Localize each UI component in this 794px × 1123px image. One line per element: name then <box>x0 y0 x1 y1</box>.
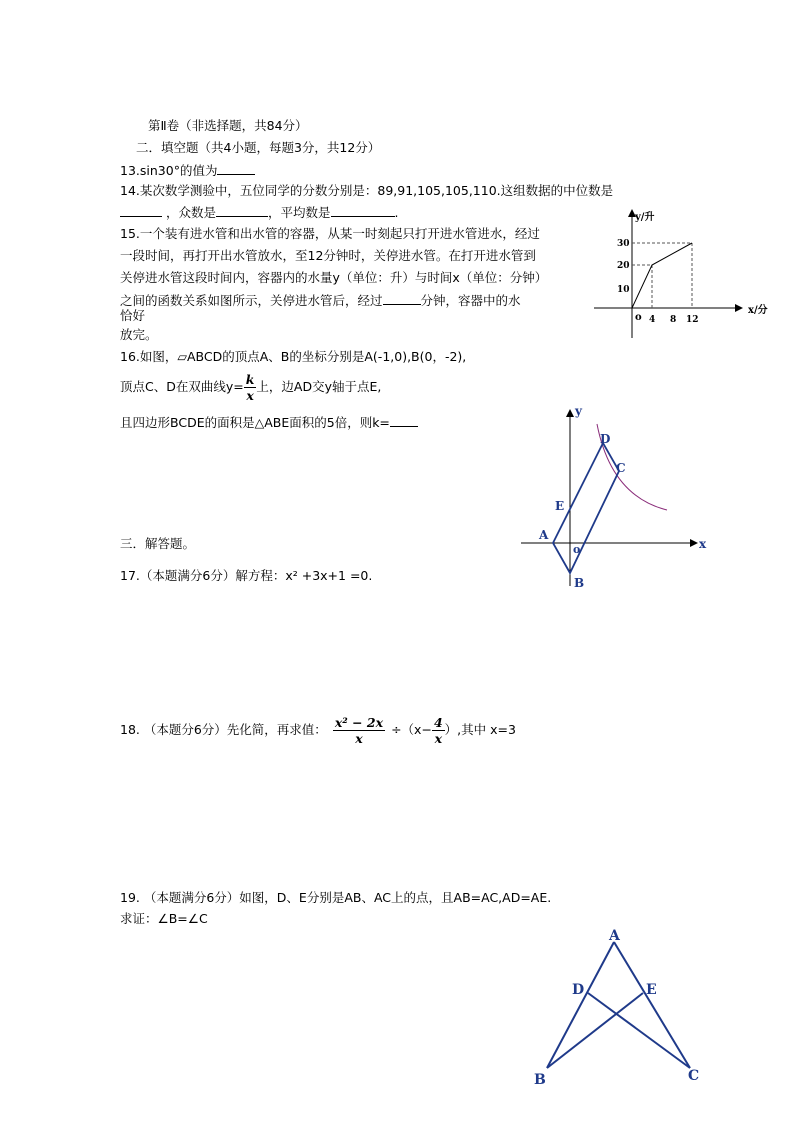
side-ac <box>614 942 690 1068</box>
water-volume-graph <box>590 206 780 342</box>
question-15-line-2: 一段时间，再打开出水管放水，至12分钟时，关停进水管。在打开进水管到 <box>120 248 536 263</box>
label-d: D <box>600 432 611 446</box>
x-axis-label: x <box>699 537 707 551</box>
answer-blank-16[interactable] <box>390 414 418 427</box>
fraction-1 <box>333 715 385 746</box>
label-b: B <box>574 576 585 590</box>
question-16-line-3 <box>120 414 418 431</box>
y-tick-30: 30 <box>617 239 630 249</box>
question-19-line-1: 19. （本题满分6分）如图，D、E分别是AB、AC上的点，且AB=AC,AD=AE. <box>120 890 552 905</box>
question-18-suffix: ）,其中 x=3 <box>444 722 516 737</box>
x-tick-8: 8 <box>670 315 677 325</box>
fraction-2 <box>432 715 445 746</box>
question-16-text-c: 且四边形BCDE的面积是△ABE面积的5倍，则k= <box>120 415 390 430</box>
answer-blank-14-mode[interactable] <box>216 204 268 217</box>
question-17: 17.（本题满分6分）解方程：x² +3x+1 =0. <box>120 568 373 583</box>
question-19-line-2: 求证：∠B=∠C <box>120 911 208 926</box>
question-16-text-b: 上，边AD交y轴于点E, <box>256 379 382 394</box>
triangle-figure <box>525 922 715 1092</box>
question-14-line-2 <box>120 204 399 221</box>
label-a: A <box>609 928 620 944</box>
section-3-title: 三．解答题。 <box>120 536 196 551</box>
y-axis-label: y <box>575 404 582 418</box>
x-tick-4: 4 <box>649 315 656 325</box>
question-15-line-6: 放完。 <box>120 327 158 342</box>
question-15-line-5: 恰好 <box>120 308 146 323</box>
origin-label: o <box>635 312 642 323</box>
question-15-line-1: 15.一个装有进水管和出水管的容器，从某一时刻起只打开进水管进水，经过 <box>120 226 540 241</box>
x-axis-label: x/分 <box>748 305 768 316</box>
question-18-mid: ÷（x− <box>391 722 432 737</box>
label-c: C <box>616 461 626 475</box>
fill-blank-heading: 二．填空题（共4小题，每题3分，共12分） <box>136 140 381 155</box>
question-13-text: 13.sin30°的值为 <box>120 163 218 178</box>
section-2-title: 第Ⅱ卷（非选择题，共84分） <box>148 118 308 133</box>
question-14-mode-text: ，众数是 <box>165 205 216 220</box>
parallelogram-figure <box>515 400 715 594</box>
question-14-mean-text: ，平均数是 <box>268 205 331 220</box>
answer-blank-14-median[interactable] <box>120 204 162 217</box>
question-14-line-1: 14.某次数学测验中，五位同学的分数分别是：89,91,105,105,110.这组数据的中位数是 <box>120 183 614 198</box>
answer-blank-13[interactable] <box>217 162 255 175</box>
hyperbola-fraction <box>244 372 257 403</box>
fraction-1-numerator: x² − 2x <box>334 715 384 730</box>
segment-eb <box>547 993 643 1068</box>
fraction-2-numerator: 4 <box>433 715 443 730</box>
question-15-line-3: 关停进水管这段时间内，容器内的水量y（单位：升）与时间x（单位：分钟） <box>120 270 548 285</box>
label-a: A <box>539 528 549 542</box>
question-15-text-b: 分钟，容器中的水 <box>420 293 521 308</box>
fraction-2-denominator: x <box>434 731 443 746</box>
question-16-line-2 <box>120 372 381 403</box>
question-13 <box>120 162 255 179</box>
x-tick-12: 12 <box>686 315 699 325</box>
answer-blank-15[interactable] <box>383 292 421 305</box>
label-b: B <box>534 1072 546 1088</box>
fraction-denominator-x: x <box>246 388 254 403</box>
y-tick-20: 20 <box>617 261 630 271</box>
answer-blank-14-mean[interactable] <box>331 204 395 217</box>
question-15-text-a: 之间的函数关系如图所示，关停进水管后，经过 <box>120 293 383 308</box>
label-c: C <box>688 1068 700 1084</box>
y-axis-label: y/升 <box>635 212 655 223</box>
question-14-end: . <box>394 205 399 220</box>
question-18-prefix: 18. （本题分6分）先化简，再求值： <box>120 722 327 737</box>
fraction-numerator-k: k <box>245 372 255 387</box>
question-15-line-4 <box>120 292 521 309</box>
y-tick-10: 10 <box>617 285 630 295</box>
question-16-line-1: 16.如图，▱ABCD的顶点A、B的坐标分别是A(-1,0),B(0，-2), <box>120 349 467 364</box>
segment-dc <box>588 993 690 1068</box>
volume-line <box>632 243 692 308</box>
label-e: E <box>555 499 565 513</box>
question-16-text-a: 顶点C、D在双曲线y= <box>120 379 244 394</box>
label-origin: o <box>573 543 581 556</box>
label-d: D <box>572 982 585 998</box>
label-e: E <box>646 982 657 998</box>
fraction-1-denominator: x <box>355 731 363 746</box>
question-18 <box>120 712 516 748</box>
